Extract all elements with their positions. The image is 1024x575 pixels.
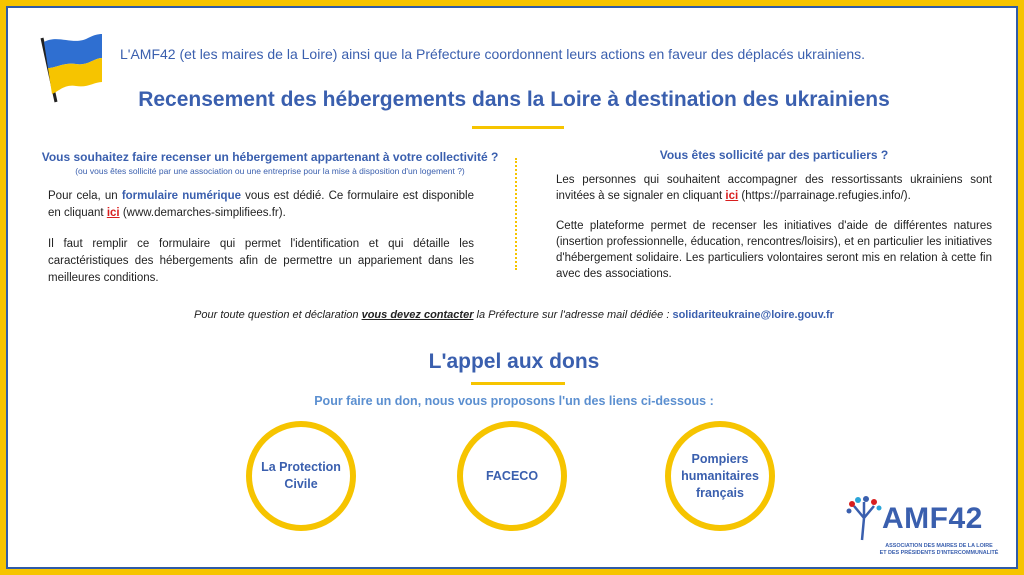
content-panel — [6, 6, 1018, 569]
tree-icon — [844, 496, 884, 542]
faceco-label: FACECO — [485, 468, 539, 483]
form-link[interactable]: ici — [106, 207, 120, 219]
left-paragraph-1 — [48, 188, 474, 222]
right-paragraph-2: Cette plateforme permet de recenser les initiatives d'aide de différentes natures (insertion professionnelle, éducation, rencontres/loisirs), et en particulier les initiatives d'hébergement solidaire. Les particuliers volontaires seront mis en relation à cette fin avec des associations. — [556, 220, 992, 280]
faceco-button[interactable] — [457, 421, 567, 531]
left-heading: Vous souhaitez faire recenser un hébergement appartenant à votre collectivité ? — [41, 150, 499, 164]
contact-line — [8, 309, 1020, 321]
contact-email-link[interactable]: solidariteukraine@loire.gouv.fr — [672, 309, 834, 321]
amf42-logo — [844, 496, 1014, 562]
left-paragraph-2: Il faut remplir ce formulaire qui permet l'identification et qui détaille les caractéristiques des hébergements afin de permettre un appariement dans les meilleures conditions. — [48, 238, 474, 284]
page-title: Recensement des hébergements dans la Loire à destination des ukrainiens — [138, 88, 890, 111]
donations-title: L'appel aux dons — [428, 350, 600, 373]
protection-civile-button[interactable] — [246, 421, 356, 531]
right-p1-text-2: (https://parrainage.refugies.info/). — [738, 190, 911, 202]
parrainage-link[interactable]: ici — [725, 190, 739, 202]
donations-subtitle: Pour faire un don, nous vous proposons l'un des liens ci-dessous : — [314, 394, 714, 408]
pompiers-humanitaires-button[interactable] — [665, 421, 775, 531]
left-subheading: (ou vous êtes sollicité par une association ou une entreprise pour la mise à disposition d'un logement ?) — [75, 166, 465, 176]
pompiers-humanitaires-label: Pompiers humanitaires français — [681, 451, 759, 500]
donations-divider — [471, 382, 565, 385]
column-divider — [515, 158, 517, 270]
logo-tagline-2: ET DES PRÉSIDENTS D'INTERCOMMUNALITÉ — [879, 550, 999, 556]
title-divider — [472, 126, 564, 129]
protection-civile-label: La Protection Civile — [261, 460, 341, 491]
contact-emphasis: vous devez contacter — [361, 309, 474, 321]
left-p1-text: Pour cela, un — [48, 190, 122, 202]
contact-text-2: la Préfecture sur l'adresse mail dédiée : — [473, 309, 673, 321]
right-p1-text: Les personnes qui souhaitent accompagner des ressortissants ukrainiens sont invitées à se signaler en cliquant — [556, 174, 992, 202]
left-p1-text-2: vous est dédié. Ce formulaire est disponible en cliquant — [48, 190, 474, 219]
form-keyword: formulaire numérique — [121, 190, 242, 202]
left-p1-text-3: (www.demarches-simplifiees.fr). — [119, 207, 286, 219]
logo-tagline-1: ASSOCIATION DES MAIRES DE LA LOIRE — [885, 543, 993, 549]
intro-text: L'AMF42 (et les maires de la Loire) ainsi que la Préfecture coordonnent leurs actions en faveur des déplacés ukrainiens. — [120, 46, 866, 62]
contact-text: Pour toute question et déclaration — [194, 309, 362, 321]
right-paragraph-1 — [556, 172, 992, 204]
right-heading: Vous êtes sollicité par des particuliers ? — [659, 148, 889, 162]
logo-wordmark: AMF42 — [882, 502, 983, 535]
